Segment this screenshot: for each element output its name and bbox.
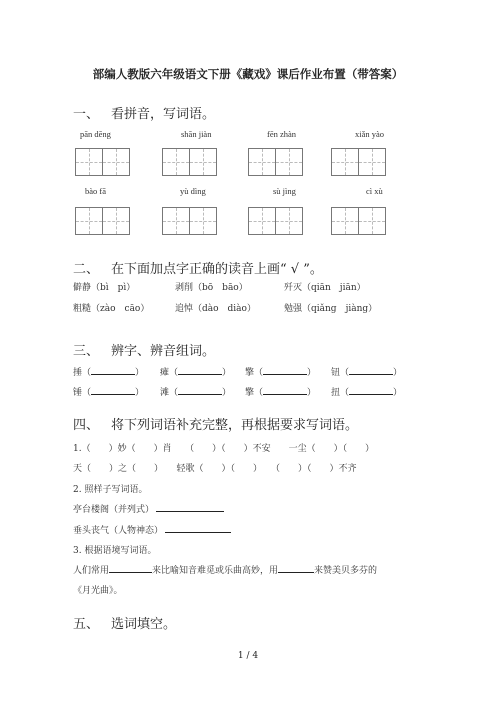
answer-blank[interactable] [349, 394, 393, 395]
section-text: 在下面加点字正确的读音上画“ √ ”。 [111, 262, 323, 277]
answer-blank[interactable] [349, 374, 393, 375]
section-1-heading [73, 103, 215, 122]
writing-cell[interactable] [102, 148, 130, 176]
writing-cell[interactable] [189, 207, 217, 235]
answer-blank[interactable] [109, 572, 152, 573]
document-title: 部编人教版六年级语文下册《藏戏》课后作业布置（带答案） [92, 67, 404, 81]
answer-blank[interactable] [156, 511, 224, 512]
writing-cell[interactable] [162, 148, 190, 176]
subquestion-heading: 3. 根据语境写词语。 [73, 546, 157, 556]
pronunciation-item: 歼灭（qiān jiān） [284, 283, 366, 293]
section-number: 四、 [73, 418, 100, 433]
section-4-heading [73, 414, 358, 433]
section-number: 二、 [73, 262, 100, 277]
answer-blank[interactable] [91, 394, 135, 395]
writing-grid[interactable] [331, 148, 385, 176]
context-sentence: 人们常用 来比喻知音难觅或乐曲高妙，用 来赞美贝多芬的 [73, 566, 378, 576]
writing-cell[interactable] [189, 148, 217, 176]
section-2-heading [73, 258, 323, 277]
section-5-heading [73, 613, 176, 632]
writing-grid[interactable] [162, 207, 216, 235]
pinyin-label: fēn zhàn [267, 129, 297, 139]
writing-cell[interactable] [162, 207, 190, 235]
section-text: 看拼音，写词语。 [111, 107, 216, 122]
writing-cell[interactable] [275, 148, 303, 176]
word-form-row: 擎（ ） [245, 388, 317, 398]
pinyin-label: shān jiàn [181, 129, 212, 139]
pinyin-label: sù jìng [273, 186, 296, 196]
example-row: 垂头丧气（人物神态） [73, 523, 231, 536]
pronunciation-item: 追悼（dào diào） [175, 304, 256, 314]
word-form-row: 锤（ ） [73, 388, 145, 398]
pinyin-label: bào fā [85, 186, 107, 196]
writing-cell[interactable] [75, 148, 103, 176]
writing-cell[interactable] [331, 207, 359, 235]
answer-blank[interactable] [91, 374, 135, 375]
writing-cell[interactable] [275, 207, 303, 235]
writing-grid[interactable] [331, 207, 385, 235]
writing-grid[interactable] [75, 207, 129, 235]
writing-grid[interactable] [162, 148, 216, 176]
answer-blank[interactable] [178, 394, 222, 395]
writing-grid[interactable] [248, 207, 302, 235]
word-form-row: 捶（ ） [73, 368, 145, 378]
word-form-row: 扭（ ） [331, 388, 403, 398]
section-3-heading [73, 340, 215, 359]
answer-blank[interactable] [263, 374, 307, 375]
section-number: 三、 [73, 344, 100, 359]
writing-cell[interactable] [331, 148, 359, 176]
pronunciation-item: 僻静（bì pì） [73, 283, 136, 293]
pronunciation-item: 勉强（qiǎng jiàng） [284, 304, 378, 314]
pinyin-label: pān dēng [80, 129, 111, 139]
idiom-line: 天（ ）之（ ） 轻歌（ ）（ ） （ ）（ ）不齐 [73, 464, 357, 474]
section-text: 选词填空。 [111, 617, 177, 632]
writing-cell[interactable] [75, 207, 103, 235]
answer-blank[interactable] [165, 532, 231, 533]
subquestion-heading: 2. 照样子写词语。 [73, 485, 148, 495]
pinyin-label: xiǎn yào [355, 129, 385, 139]
writing-grid[interactable] [248, 148, 302, 176]
writing-cell[interactable] [248, 207, 276, 235]
answer-blank[interactable] [178, 374, 222, 375]
word-form-row: 擎（ ） [245, 368, 317, 378]
writing-cell[interactable] [248, 148, 276, 176]
answer-blank[interactable] [263, 394, 307, 395]
pronunciation-item: 剥削（bō bāo） [175, 283, 248, 293]
answer-blank[interactable] [278, 572, 314, 573]
writing-cell[interactable] [358, 207, 386, 235]
writing-cell[interactable] [358, 148, 386, 176]
example-row: 亭台楼阁（并列式） [73, 502, 224, 515]
section-number: 五、 [73, 617, 100, 632]
pinyin-label: yù dìng [180, 186, 206, 196]
section-text: 将下列词语补充完整，再根据要求写词语。 [111, 418, 359, 433]
section-number: 一、 [73, 107, 100, 122]
word-form-row: 瘫（ ） [160, 368, 232, 378]
context-sentence-cont: 《月光曲》。 [73, 586, 123, 596]
word-form-row: 滩（ ） [160, 388, 232, 398]
page-number: 1 / 4 [237, 651, 259, 661]
writing-grid[interactable] [75, 148, 129, 176]
word-form-row: 钮（ ） [331, 368, 403, 378]
writing-cell[interactable] [102, 207, 130, 235]
pronunciation-item: 粗糙（zào cāo） [73, 304, 150, 314]
section-text: 辨字、辨音组词。 [111, 344, 216, 359]
pinyin-label: cì xù [366, 186, 383, 196]
idiom-line: 1.（ ）妙（ ）肖 （ ）（ ）不安 一尘（ ）（ ） [73, 444, 375, 454]
